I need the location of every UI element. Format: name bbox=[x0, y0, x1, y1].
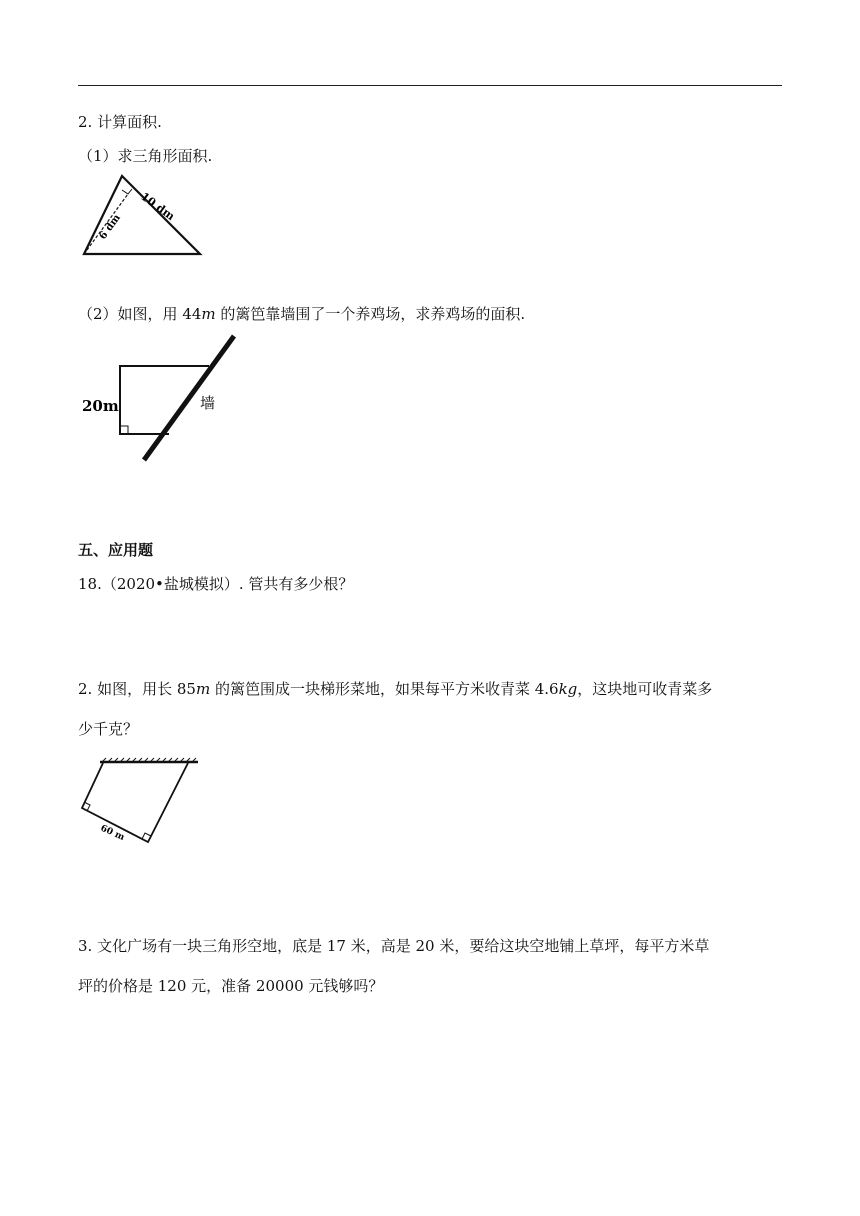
question-18: 18.（2020•盐城模拟）. 管共有多少根？ bbox=[78, 575, 354, 593]
part2-length-value: 44 bbox=[182, 305, 202, 323]
trapezoid-field-figure bbox=[78, 756, 202, 848]
height-label: 6 dm bbox=[97, 212, 123, 242]
yield-value: 4.6 bbox=[534, 680, 559, 698]
q2-app-text-d: 少千克？ bbox=[78, 720, 139, 738]
question-2-title: 2. 计算面积. bbox=[78, 113, 162, 131]
q3-text-line-1: 3. 文化广场有一块三角形空地，底是 17 米，高是 20 米，要给这块空地铺上草坪，每平方米草 bbox=[78, 937, 710, 955]
question-2-part-1: （1）求三角形面积. bbox=[78, 147, 213, 165]
part2-text-b: 的篱笆靠墙围了一个养鸡场，求养鸡场的面积. bbox=[215, 305, 526, 323]
q2-app-text-b: 的篱笆围成一块梯形菜地，如果每平方米收青菜 bbox=[210, 680, 535, 698]
triangle-figure bbox=[78, 170, 208, 262]
side-length-label: 20m bbox=[82, 397, 119, 415]
fence-length-unit: m bbox=[195, 680, 211, 698]
q2-app-text-a: 2. 如图，用长 bbox=[78, 680, 177, 698]
question-2-application bbox=[78, 669, 784, 749]
question-2-part-2 bbox=[78, 304, 525, 324]
part2-length-unit: m bbox=[201, 305, 216, 323]
header-rule bbox=[78, 85, 782, 86]
q3-text-line-2: 坪的价格是 120 元，准备 20000 元钱够吗？ bbox=[78, 977, 384, 995]
chicken-farm-figure bbox=[78, 332, 248, 464]
yield-unit: kg bbox=[558, 680, 578, 698]
part2-text-a: （2）如图，用 bbox=[78, 305, 183, 323]
question-3 bbox=[78, 926, 784, 1006]
base-length-label: 60 m bbox=[98, 823, 126, 843]
q2-app-text-c: ，这块地可收青菜多 bbox=[577, 680, 713, 698]
hypotenuse-label: 10 dm bbox=[138, 189, 177, 224]
section-heading: 五、应用题 bbox=[78, 541, 154, 559]
fence-length-value: 85 bbox=[176, 680, 196, 698]
wall-label: 墙 bbox=[200, 394, 216, 412]
